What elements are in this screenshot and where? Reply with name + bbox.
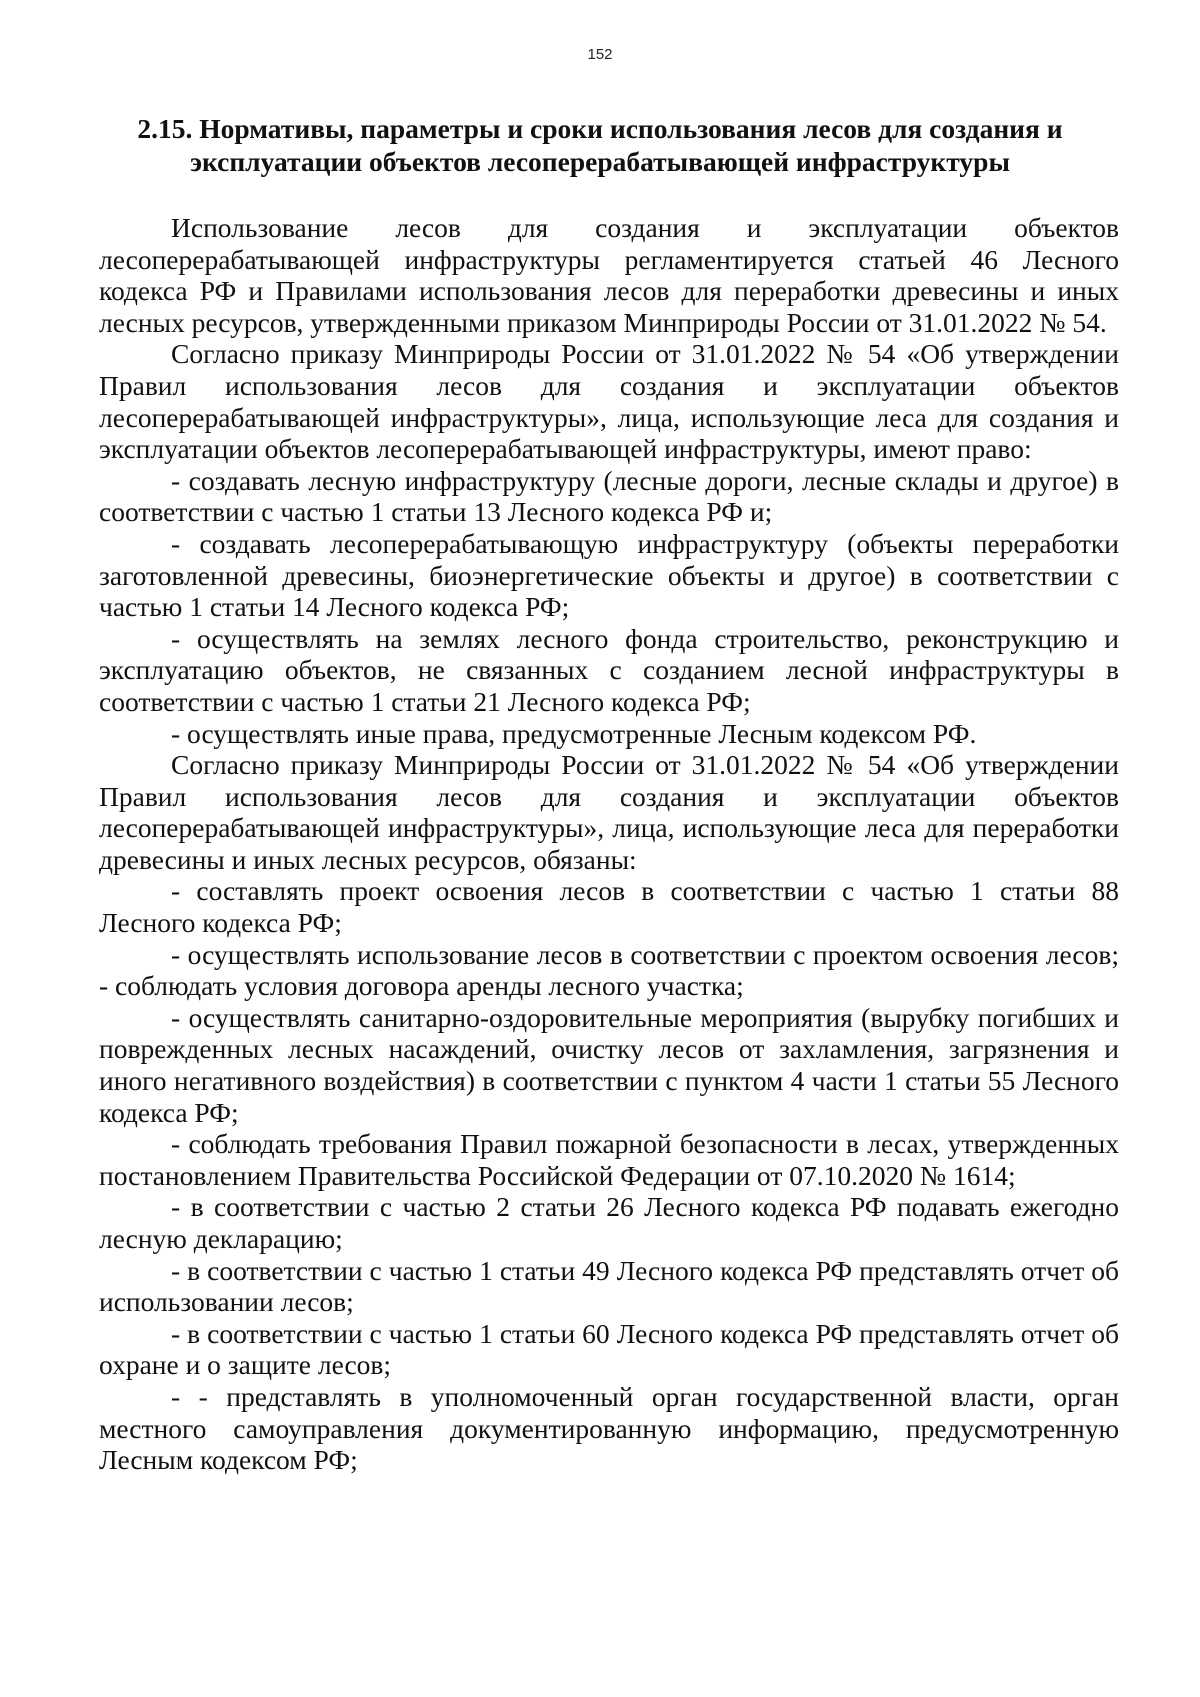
paragraph-rights-intro: Согласно приказу Минприроды России от 31.01.2022 № 54 «Об утверждении Правил использования лесов для создания и эксплуатации объектов лесоперерабатывающей инфраструктуры», лица, использующие леса для создания и эксплуатации объектов лесоперерабатывающей инфраструктуры, имеют право:: [99, 338, 1119, 465]
list-item-right: - создавать лесоперерабатывающую инфраструктуру (объекты переработки заготовленной древесины, биоэнергетические объекты и другое) в соответствии с частью 1 статьи 14 Лесного кодекса РФ;: [99, 527, 1119, 623]
list-item-right: - создавать лесную инфраструктуру (лесные дороги, лесные склады и другое) в соответствии с частью 1 статьи 13 Лесного кодекса РФ и;: [99, 464, 1119, 528]
list-item-obligation: - осуществлять санитарно-оздоровительные мероприятия (вырубку погибших и поврежденных лесных насаждений, очистку лесов от захламления, загрязнения и иного негативного воздействия) в соответствии с пунктом 4 части 1 статьи 55 Лесного кодекса РФ;: [99, 1001, 1119, 1128]
section-title: [100, 112, 1100, 178]
list-item-right: - осуществлять иные права, предусмотренные Лесным кодексом РФ.: [171, 717, 977, 749]
list-item-obligation: - осуществлять использование лесов в соответствии с проектом освоения лесов; - соблюдать условия договора аренды лесного участка;: [99, 938, 1119, 1002]
page-number: 152: [587, 46, 613, 63]
list-item-obligation: - соблюдать требования Правил пожарной безопасности в лесах, утвержденных постановлением Правительства Российской Федерации от 07.10.2020 № 1614;: [99, 1128, 1119, 1191]
section-title-line-2: эксплуатации объектов лесоперерабатывающей инфраструктуры: [190, 146, 1010, 177]
paragraph-obligations-intro: Согласно приказу Минприроды России от 31.01.2022 № 54 «Об утверждении Правил использования лесов для создания и эксплуатации объектов лесоперерабатывающей инфраструктуры», лица, использующие леса для переработки древесины и иных лесных ресурсов, обязаны:: [99, 749, 1119, 875]
list-item-obligation: - в соответствии с частью 1 статьи 49 Лесного кодекса РФ представлять отчет об использовании лесов;: [99, 1254, 1119, 1318]
list-item-obligation: - в соответствии с частью 2 статьи 26 Лесного кодекса РФ подавать ежегодно лесную декларацию;: [99, 1191, 1119, 1254]
section-title-line-1: 2.15. Нормативы, параметры и сроки использования лесов для создания и: [137, 113, 1063, 144]
list-item-obligation: - - представлять в уполномоченный орган государственной власти, орган местного самоуправления документированную информацию, предусмотренную Лесным кодексом РФ;: [99, 1380, 1119, 1476]
list-item-obligation: - составлять проект освоения лесов в соответствии с частью 1 статьи 88 Лесного кодекса РФ;: [99, 875, 1119, 939]
list-item-obligation: - в соответствии с частью 1 статьи 60 Лесного кодекса РФ представлять отчет об охране и о защите лесов;: [99, 1317, 1119, 1381]
body-text: [99, 212, 1119, 1476]
paragraph-intro: Использование лесов для создания и эксплуатации объектов лесоперерабатывающей инфраструктуры регламентируется статьей 46 Лесного кодекса РФ и Правилами использования лесов для переработки древесины и иных лесных ресурсов, утвержденными приказом Минприроды России от 31.01.2022 № 54.: [99, 212, 1119, 338]
list-item-right: - осуществлять на землях лесного фонда строительство, реконструкцию и эксплуатацию объектов, не связанных с созданием лесной инфраструктуры в соответствии с частью 1 статьи 21 Лесного кодекса РФ;: [99, 622, 1119, 717]
